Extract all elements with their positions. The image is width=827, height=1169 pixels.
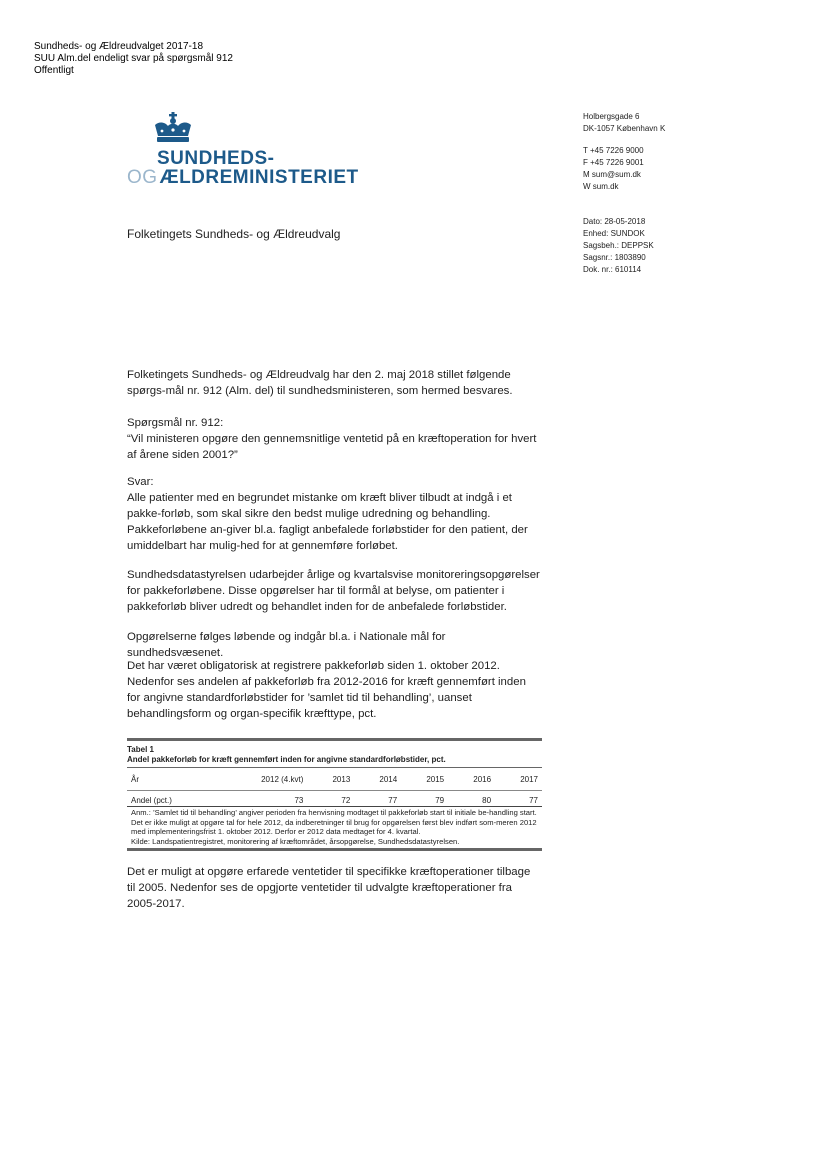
table-column-header: 2015	[401, 768, 448, 791]
header-status: Offentligt	[34, 65, 74, 76]
document-header	[34, 41, 233, 77]
answer-paragraph-1: Alle patienter med en begrundet mistanke om kræft bliver tilbudt at indgå i et pakke-forløb, som skal sikre den bedst mulige udredning og behandling. Pakkeforløbene an-giver bl.a. fagligt anbefalede forløbstider for den patient, der umiddelbart har mulig-hed for at gennemføre forløbet.	[127, 492, 528, 552]
table-column-header: 2016	[448, 768, 495, 791]
table-source: Kilde: Landspatientregistret, monitorering af kræftområdet, årsopgørelse, Sundhedsdatastyrelsen.	[131, 836, 460, 846]
table-cell: 80	[448, 791, 495, 807]
logo-text-ministry: ÆLDREMINISTERIET	[159, 167, 359, 188]
answer-paragraph-2: Sundhedsdatastyrelsen udarbejder årlige og kvartalsvise monitoreringsopgørelser for pakkeforløbene. Disse opgørelser har til formål at belyse, om patienter i pakkeforløb bliver udredt og behandlet inden for de anbefalede forløbstider.	[127, 569, 540, 613]
intro-text: Folketingets Sundheds- og Ældreudvalg har den 2. maj 2018 stillet følgende spørgs-mål nr. 912 (Alm. del) til sundhedsministeren, som hermed besvares.	[127, 369, 513, 397]
table-column-header: 2013	[307, 768, 354, 791]
meta-document-number: Dok. nr.: 610114	[583, 265, 642, 274]
address-web: W sum.dk	[583, 182, 619, 191]
intro-paragraph	[127, 367, 541, 399]
table-column-header: 2017	[495, 768, 542, 791]
table-column-header: 2012 (4.kvt)	[216, 768, 307, 791]
answer-block	[127, 474, 541, 554]
question-block	[127, 415, 541, 463]
ministry-logo	[125, 112, 365, 192]
recipient: Folketingets Sundheds- og Ældreudvalg	[127, 227, 341, 241]
table-note-2: Det er ikke muligt at opgøre tal for hele 2012, da indberetninger til brug for opgørelsen først blev indført som-meren 2012 med implementeringsfrist 1. oktober 2012. Derfor er 2012 data medtaget for 4. kvartal.	[131, 817, 537, 836]
table-cell: 77	[354, 791, 401, 807]
closing-paragraph: Det er muligt at opgøre erfarede ventetider til specifikke kræftoperationer tilbage til 2005. Nedenfor ses de opgjorte ventetider til udvalgte kræftoperationer fra 2005-2017.	[127, 866, 531, 910]
address-phone: T +45 7226 9000	[583, 146, 644, 155]
address-street: Holbergsgade 6	[583, 112, 640, 121]
table-cell: 79	[401, 791, 448, 807]
table-cell: 72	[307, 791, 354, 807]
logo-text-line2	[127, 167, 359, 189]
header-committee: Sundheds- og Ældreudvalget 2017-18	[34, 41, 204, 52]
crown-icon	[151, 112, 195, 144]
table-column-header: 2014	[354, 768, 401, 791]
table-label: Tabel 1	[127, 745, 154, 754]
meta-date: Dato: 28-05-2018	[583, 217, 646, 226]
address-email: M sum@sum.dk	[583, 170, 641, 179]
table-header-label: År	[127, 768, 216, 791]
closing-paragraph-block	[127, 864, 541, 912]
logo-text-line1: SUNDHEDS-	[157, 148, 275, 169]
address-fax: F +45 7226 9001	[583, 158, 644, 167]
table-note-1: Anm.: ’Samlet tid til behandling’ angiver perioden fra henvisning modtaget til pakkeforløb start til initiale be-handling start.	[131, 808, 537, 817]
table-row	[127, 791, 542, 807]
data-table	[127, 738, 542, 851]
table-row-label: Andel (pct.)	[127, 791, 216, 807]
header-reference: SUU Alm.del endeligt svar på spørgsmål 912	[34, 53, 233, 64]
meta-handler: Sagsbeh.: DEPPSK	[583, 241, 654, 250]
answer-paragraph-3: Opgørelserne følges løbende og indgår bl.a. i Nationale mål for sundhedsvæsenet.	[127, 631, 446, 659]
table-header-row	[127, 768, 542, 791]
table-notes	[127, 807, 542, 851]
table-cell: 73	[216, 791, 307, 807]
answer-paragraph-4: Det har været obligatorisk at registrere pakkeforløb siden 1. oktober 2012. Nedenfor ses andelen af pakkeforløb fra 2012-2016 for kræft gennemført inden for angivne standardforløbstider for ’samlet tid til behandling’, uanset behandlingsform og organ-specifik kræfttype, pct.	[127, 660, 526, 720]
answer-paragraph-3-block	[127, 629, 541, 661]
question-heading: Spørgsmål nr. 912:	[127, 417, 224, 429]
address-block	[583, 111, 665, 193]
meta-unit: Enhed: SUNDOK	[583, 229, 645, 238]
question-text: “Vil ministeren opgøre den gennemsnitlige ventetid på en kræftoperation for hvert af årene siden 2001?”	[127, 433, 537, 461]
case-meta-block	[583, 216, 654, 276]
table-grid	[127, 768, 542, 807]
answer-heading: Svar:	[127, 476, 154, 488]
answer-paragraph-4-block	[127, 658, 541, 722]
table-cell: 77	[495, 791, 542, 807]
table-title: Andel pakkeforløb for kræft gennemført inden for angivne standardforløbstider, pct.	[127, 755, 542, 768]
answer-paragraph-2-block	[127, 567, 541, 615]
logo-text-og: OG	[127, 167, 158, 188]
meta-case-number: Sagsnr.: 1803890	[583, 253, 646, 262]
address-city: DK-1057 København K	[583, 124, 666, 133]
